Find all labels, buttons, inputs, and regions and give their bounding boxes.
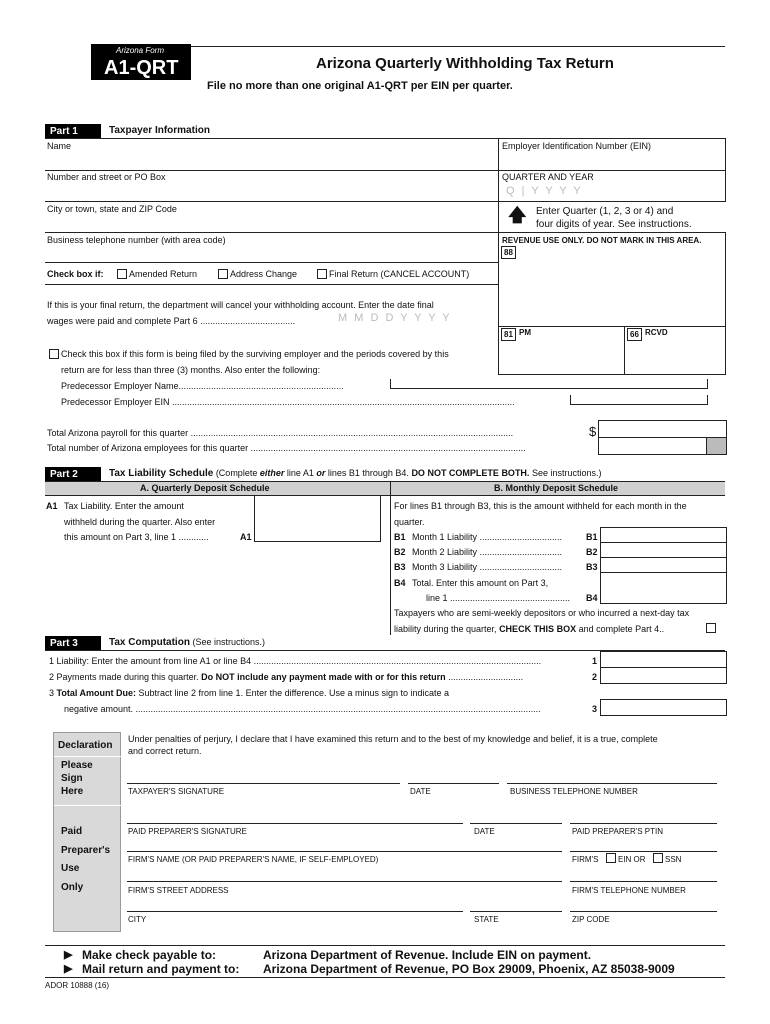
firm-street-label: FIRM'S STREET ADDRESS	[128, 886, 229, 895]
form-label: Arizona Form	[116, 46, 165, 55]
address-change-label: Address Change	[230, 269, 298, 279]
part1-label: Part 1	[45, 124, 101, 138]
b2-number: B2	[394, 547, 406, 557]
preparer-date-field[interactable]	[470, 812, 562, 824]
monthly-schedule-heading: B. Monthly Deposit Schedule	[494, 483, 619, 493]
firm-id-field[interactable]	[570, 840, 717, 852]
zip-label: ZIP CODE	[572, 915, 610, 924]
a1-text-1: Tax Liability. Enter the amount	[64, 501, 184, 511]
mailing-address-text: Arizona Department of Revenue, PO Box 29009, Phoenix, AZ 85038-9009	[263, 962, 675, 976]
street-label: Number and street or PO Box	[47, 172, 166, 182]
declaration-text-1: Under penalties of perjury, I declare that I have examined this return and to the best of my knowledge and belief, it is a true, complete	[128, 734, 658, 744]
final-return-checkbox[interactable]	[317, 269, 327, 279]
city-field[interactable]	[45, 215, 497, 231]
quarter-year-label: QUARTER AND YEAR	[502, 172, 594, 182]
only-label: Only	[61, 882, 84, 893]
line2-box-label: 2	[592, 672, 598, 682]
arrow-right-icon: ▶	[64, 949, 73, 961]
b4-amount-field[interactable]	[600, 572, 727, 604]
part3-label: Part 3	[45, 636, 101, 650]
a1-text-2: withheld during the quarter. Also enter	[64, 517, 216, 527]
form-code: A1-QRT	[104, 57, 179, 79]
form-id-footer: ADOR 10888 (16)	[45, 981, 110, 990]
preparer-signature-field[interactable]	[127, 812, 463, 824]
quarterly-schedule-heading: A. Quarterly Deposit Schedule	[140, 483, 270, 493]
a1-box-label: A1	[240, 532, 252, 542]
check-box-if-label: Check box if:	[47, 269, 104, 279]
firm-ein-checkbox[interactable]	[606, 853, 616, 863]
part3-heading: Tax Computation (See instructions.)	[109, 637, 265, 648]
predecessor-name-field[interactable]	[390, 379, 708, 389]
semiweekly-text-1: Taxpayers who are semi-weekly depositors or who incurred a next-day tax	[394, 608, 690, 618]
b3-text: Month 3 Liability .................................	[412, 562, 563, 572]
total-employees-label: Total number of Arizona employees for this quarter ..............................................................................................................	[47, 443, 526, 453]
preparers-label: Preparer's	[61, 845, 111, 856]
use-label: Use	[61, 863, 80, 874]
preparer-ptin-field[interactable]	[570, 812, 717, 824]
total-payroll-label: Total Arizona payroll for this quarter .................................................................................................................................	[47, 428, 514, 438]
pm-label: PM	[519, 328, 531, 337]
part1-rule	[45, 138, 725, 139]
line1-box-label: 1	[592, 656, 598, 666]
b3-amount-field[interactable]	[600, 557, 727, 573]
line2-amount-field[interactable]	[600, 667, 727, 684]
semiweekly-text-2: liability during the quarter, CHECK THIS BOX and complete Part 4..	[394, 624, 665, 634]
final-date-field[interactable]: M M D D Y Y Y Y	[338, 312, 452, 324]
amended-return-checkbox[interactable]	[117, 269, 127, 279]
part1-title: Taxpayer Information	[109, 125, 210, 136]
sign-label: Sign	[61, 773, 83, 784]
b1-number: B1	[394, 532, 406, 542]
firm-phone-field[interactable]	[570, 870, 717, 882]
phone-field[interactable]	[45, 246, 497, 260]
zip-field[interactable]	[570, 898, 717, 912]
predecessor-ein-label: Predecessor Employer EIN .........................................................................................................................................	[61, 397, 515, 407]
rcvd-label: RCVD	[645, 328, 668, 337]
ein-field[interactable]	[499, 152, 725, 169]
preparer-date-label: DATE	[474, 827, 495, 836]
phone-label: Business telephone number (with area code)	[47, 235, 226, 245]
quarter-instructions-2: four digits of year. See instructions.	[536, 219, 692, 230]
form-title: Arizona Quarterly Withholding Tax Return	[316, 55, 614, 72]
payee-text: Arizona Department of Revenue. Include EIN on payment.	[263, 948, 592, 962]
b4-text-1: Total. Enter this amount on Part 3,	[412, 578, 549, 588]
a1-text-3: this amount on Part 3, line 1 ............	[64, 532, 209, 542]
shaded-cell	[706, 437, 727, 455]
preparer-ptin-label: PAID PREPARER'S PTIN	[572, 827, 664, 836]
b-intro-1: For lines B1 through B3, this is the amount withheld for each month in the	[394, 501, 687, 511]
line1-amount-field[interactable]	[600, 651, 727, 668]
revenue-use-label: REVENUE USE ONLY. DO NOT MARK IN THIS AREA.	[502, 236, 702, 245]
b1-text: Month 1 Liability .................................	[412, 532, 563, 542]
quarter-year-field[interactable]: Q | Y Y Y Y	[506, 185, 583, 197]
please-label: Please	[61, 760, 93, 771]
a1-amount-field[interactable]	[254, 496, 381, 542]
b2-text: Month 2 Liability .................................	[412, 547, 563, 557]
ein-or-label: EIN OR	[618, 855, 646, 864]
address-change-checkbox[interactable]	[218, 269, 228, 279]
predecessor-name-label: Predecessor Employer Name..................................................................	[61, 381, 344, 391]
business-phone-field[interactable]	[507, 770, 717, 784]
mail-return-label: Mail return and payment to:	[82, 962, 240, 976]
b3-box-label: B3	[586, 562, 598, 572]
ssn-label: SSN	[665, 855, 682, 864]
state-label: STATE	[474, 915, 499, 924]
up-arrow-icon: 🡅	[508, 205, 527, 225]
b3-number: B3	[394, 562, 406, 572]
ein-label: Employer Identification Number (EIN)	[502, 141, 652, 151]
amended-return-label: Amended Return	[129, 269, 198, 279]
taxpayer-date-field[interactable]	[408, 770, 499, 784]
firms-label: FIRM'S	[572, 855, 599, 864]
b-intro-2: quarter.	[394, 517, 425, 527]
b1-box-label: B1	[586, 532, 598, 542]
final-return-label: Final Return (CANCEL ACCOUNT)	[329, 269, 470, 279]
line3-text: 3 Total Amount Due: Subtract line 2 from line 1. Enter the difference. Use a minus sign to indicate a	[49, 688, 450, 698]
name-field[interactable]	[45, 152, 497, 169]
line1-text: 1 Liability: Enter the amount from line A1 or line B4 ...................................................................................................................	[49, 656, 542, 666]
taxpayer-date-label: DATE	[410, 787, 431, 796]
taxpayer-signature-label: TAXPAYER'S SIGNATURE	[128, 787, 225, 796]
line3-text-2: negative amount. ..................................................................................................................................................................	[64, 704, 541, 714]
total-payroll-field[interactable]	[598, 420, 727, 438]
city-label-declaration: CITY	[128, 915, 147, 924]
declaration-text-2: and correct return.	[128, 746, 202, 756]
a1-number: A1	[46, 501, 58, 511]
box-81: 81	[501, 328, 516, 341]
b2-amount-field[interactable]	[600, 542, 727, 558]
part2-label: Part 2	[45, 467, 101, 481]
b4-box-label: B4	[586, 593, 598, 603]
dollar-sign: $	[589, 424, 597, 439]
surviving-employer-text-1: Check this box if this form is being filed by the surviving employer and the periods covered by this	[61, 349, 449, 359]
preparer-signature-label: PAID PREPARER'S SIGNATURE	[128, 827, 247, 836]
predecessor-ein-field[interactable]	[570, 395, 708, 405]
b4-text-2: line 1 ................................................	[426, 593, 571, 603]
surviving-employer-text-2: return are for less than three (3) months. Also enter the following:	[61, 365, 321, 375]
city-label: City or town, state and ZIP Code	[47, 204, 177, 214]
business-phone-label: BUSINESS TELEPHONE NUMBER	[510, 787, 638, 796]
surviving-employer-checkbox[interactable]	[49, 349, 59, 359]
firm-name-field[interactable]	[127, 840, 562, 852]
state-field[interactable]	[470, 898, 562, 912]
make-check-label: Make check payable to:	[82, 948, 217, 962]
b1-amount-field[interactable]	[600, 527, 727, 543]
semiweekly-checkbox[interactable]	[706, 623, 716, 633]
box-88: 88	[501, 246, 516, 259]
firm-ssn-checkbox[interactable]	[653, 853, 663, 863]
final-return-info-2: wages were paid and complete Part 6 ......................................	[47, 316, 296, 326]
paid-label: Paid	[61, 826, 83, 837]
firm-street-field[interactable]	[127, 870, 562, 882]
part2-heading: Tax Liability Schedule (Complete either line A1 or lines B1 through B4. DO NOT COMPLETE BOTH. See instructions.)	[109, 468, 602, 479]
declaration-label: Declaration	[58, 740, 113, 751]
city-field-declaration[interactable]	[127, 898, 463, 912]
quarter-instructions-1: Enter Quarter (1, 2, 3 or 4) and	[536, 206, 674, 217]
b2-box-label: B2	[586, 547, 598, 557]
box-66: 66	[627, 328, 642, 341]
firm-name-label: FIRM'S NAME (OR PAID PREPARER'S NAME, IF SELF-EMPLOYED)	[128, 855, 379, 864]
header-rule	[191, 46, 725, 47]
form-subtitle: File no more than one original A1-QRT per EIN per quarter.	[207, 80, 513, 92]
firm-phone-label: FIRM'S TELEPHONE NUMBER	[572, 886, 686, 895]
line3-box-label: 3	[592, 704, 598, 714]
here-label: Here	[61, 786, 84, 797]
arrow-right-icon: ▶	[64, 963, 73, 975]
street-field[interactable]	[45, 183, 497, 200]
line3-amount-field[interactable]	[600, 699, 727, 716]
final-return-info-1: If this is your final return, the department will cancel your withholding account. Enter the date final	[47, 300, 434, 310]
line2-text: 2 Payments made during this quarter. Do NOT include any payment made with or for this return ..............................	[49, 672, 524, 682]
taxpayer-signature-field[interactable]	[127, 770, 400, 784]
name-label: Name	[47, 141, 72, 151]
total-employees-field[interactable]	[598, 437, 707, 455]
b4-number: B4	[394, 578, 406, 588]
